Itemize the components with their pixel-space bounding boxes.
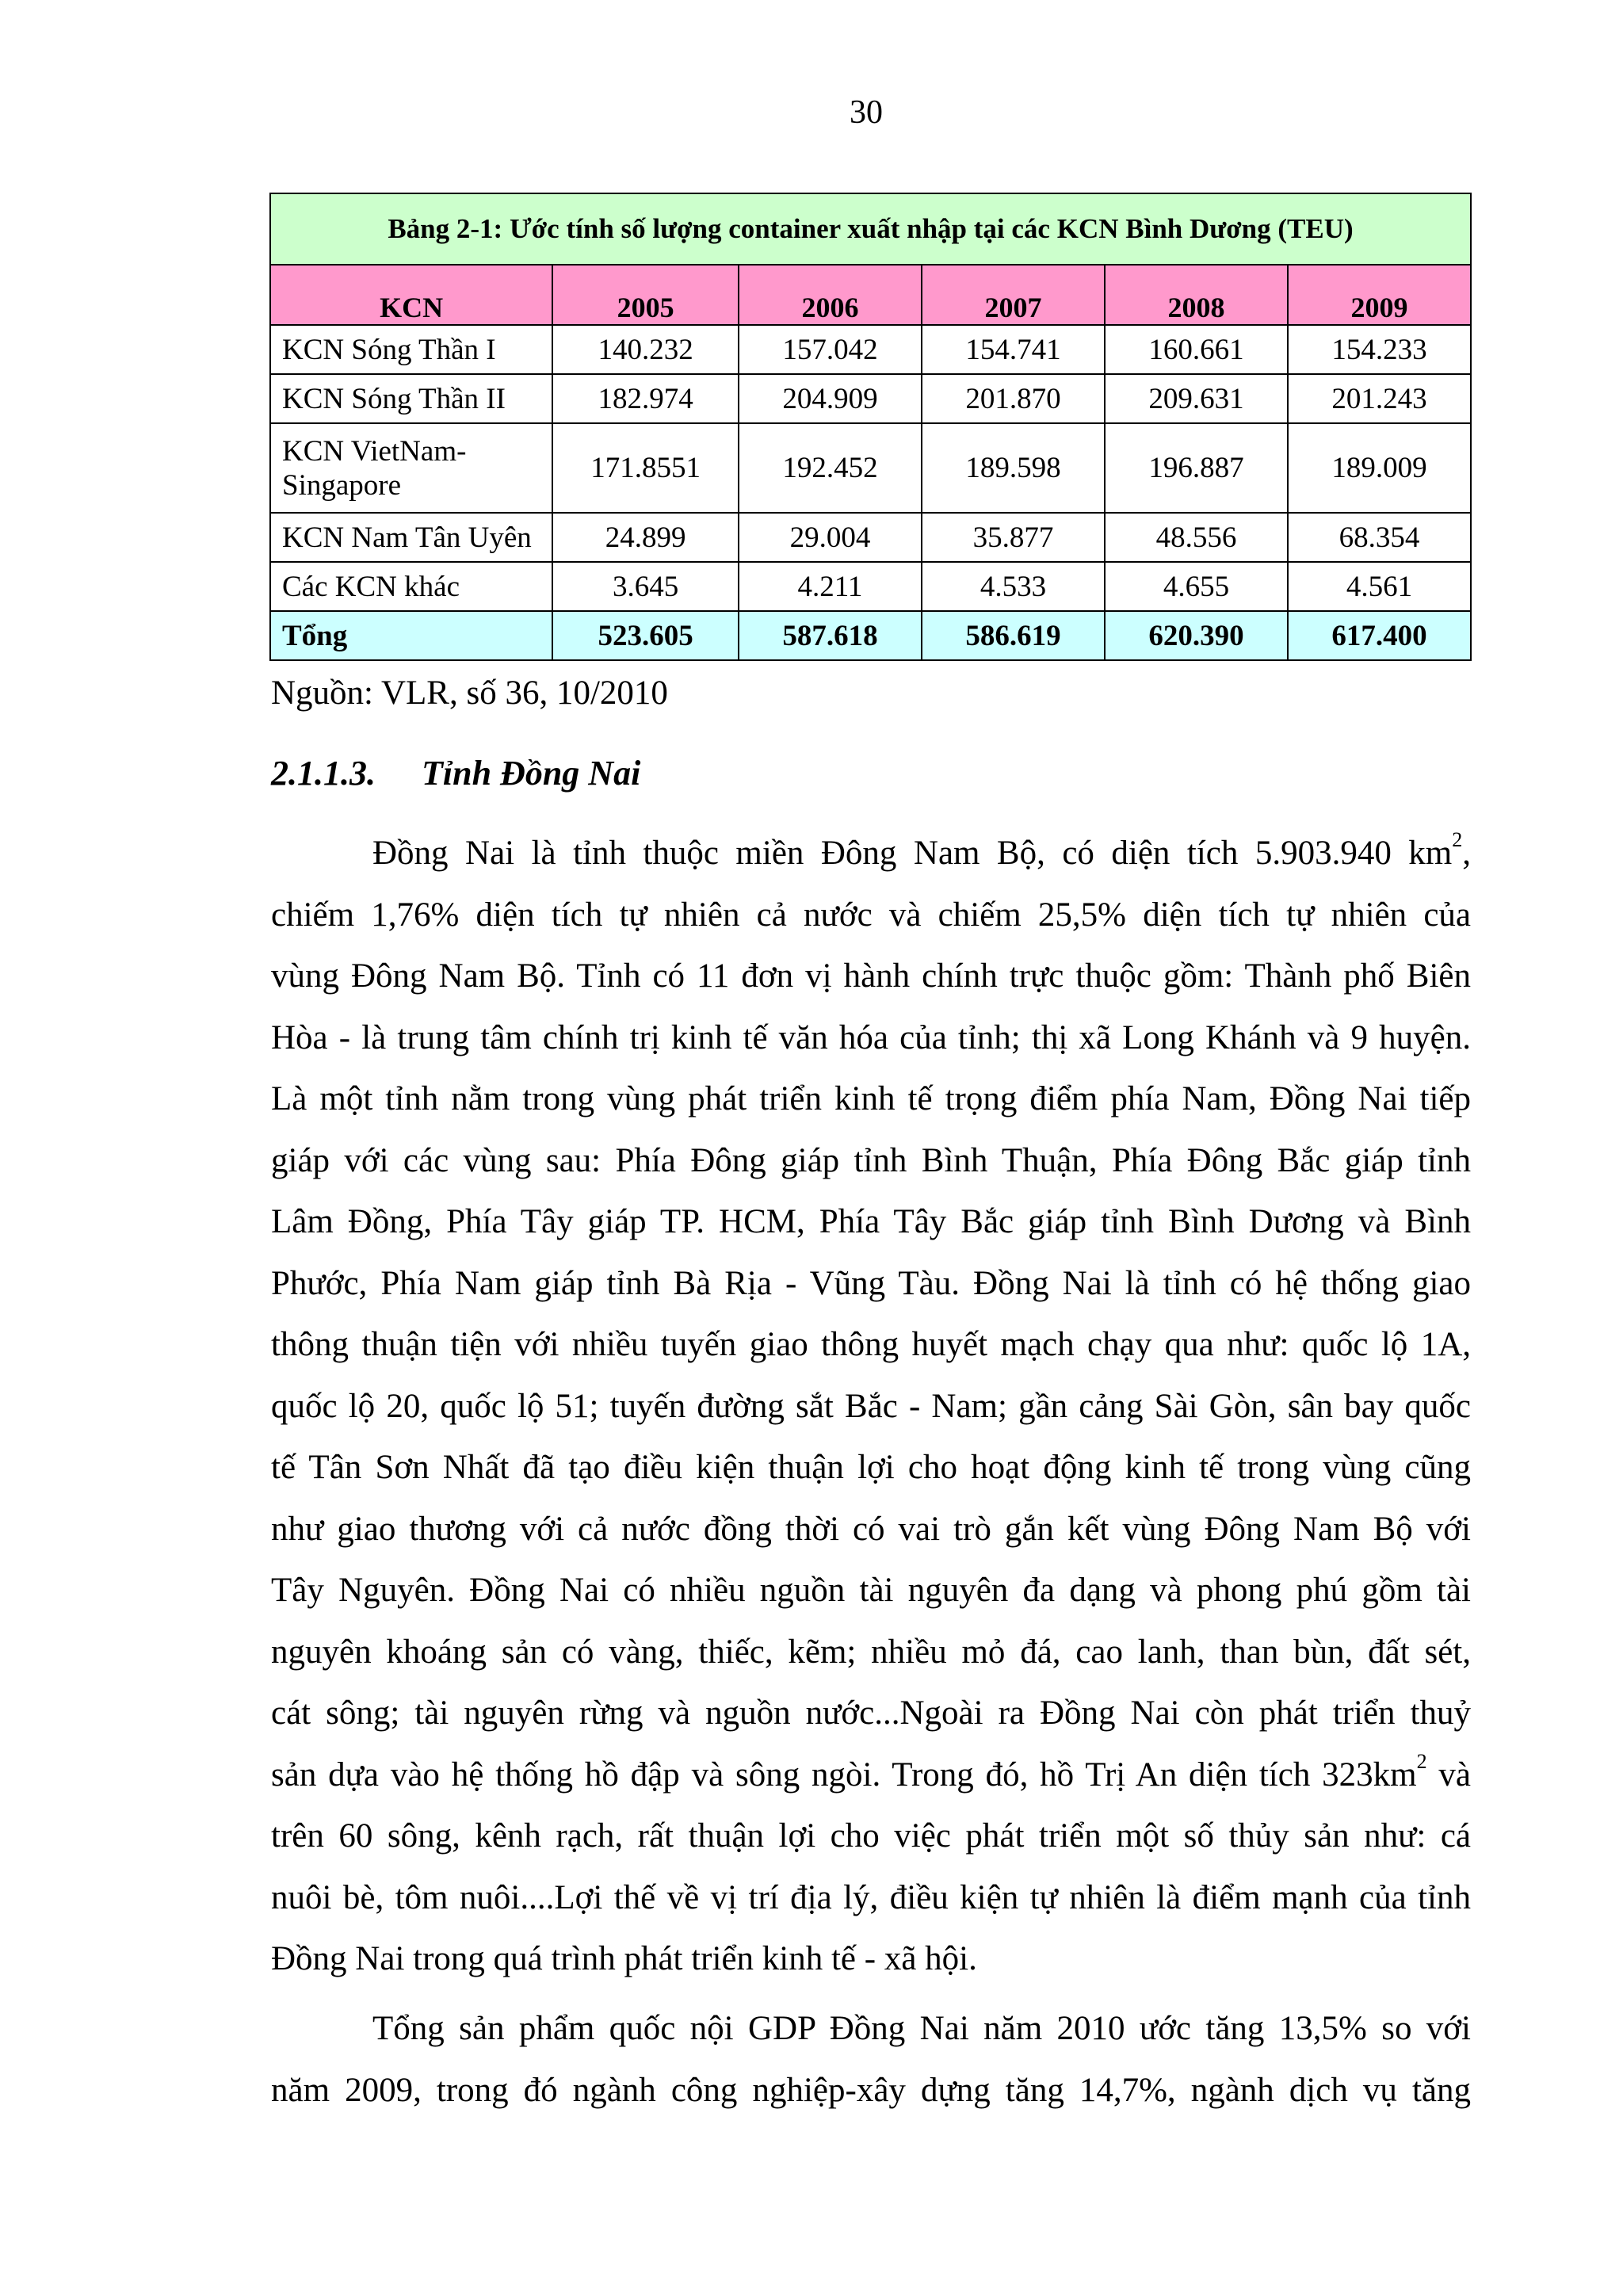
table-row xyxy=(270,562,1471,611)
row-name: KCN Sóng Thần I xyxy=(270,325,552,374)
paragraph-line: trên 60 sông, kênh rạch, rất thuận lợi cho việc phát triển một số thủy sản như: cá xyxy=(271,1817,1471,1855)
header-2005: 2005 xyxy=(552,265,739,325)
paragraph-line: như giao thương với cả nước đồng thời có vai trò gắn kết vùng Đông Nam Bộ với xyxy=(271,1510,1471,1548)
header-2006: 2006 xyxy=(739,265,922,325)
paragraph-line: Đồng Nai trong quá trình phát triển kinh tế - xã hội. xyxy=(271,1940,977,1977)
section-title: Tỉnh Đồng Nai xyxy=(422,754,641,793)
table-caption-row xyxy=(270,193,1471,265)
cell-value: 140.232 xyxy=(552,325,739,374)
cell-value: 201.243 xyxy=(1288,374,1471,423)
cell-value: 4.655 xyxy=(1105,562,1288,611)
row-name-line: KCN VietNam- xyxy=(282,434,467,468)
paragraph-line: chiếm 1,76% diện tích tự nhiên cả nước và chiếm 25,5% diện tích tự nhiên của xyxy=(271,896,1471,934)
cell-value: 35.877 xyxy=(922,513,1105,562)
table-source: Nguồn: VLR, số 36, 10/2010 xyxy=(271,674,668,712)
paragraph-line: Phước, Phía Nam giáp tỉnh Bà Rịa - Vũng Tàu. Đồng Nai là tỉnh có hệ thống giao xyxy=(271,1264,1471,1302)
superscript: 2 xyxy=(1416,1749,1427,1773)
paragraph-line: giáp với các vùng sau: Phía Đông giáp tỉnh Bình Thuận, Phía Đông Bắc giáp tỉnh xyxy=(271,1141,1471,1179)
total-value: 587.618 xyxy=(739,611,922,660)
paragraph-line: Tây Nguyên. Đồng Nai có nhiều nguồn tài nguyên đa dạng và phong phú gồm tài xyxy=(271,1572,1471,1609)
total-value: 586.619 xyxy=(922,611,1105,660)
cell-value: 157.042 xyxy=(739,325,922,374)
section-heading xyxy=(271,753,640,793)
cell-value: 160.661 xyxy=(1105,325,1288,374)
paragraph-line: Lâm Đồng, Phía Tây giáp TP. HCM, Phía Tây Bắc giáp tỉnh Bình Dương và Bình xyxy=(271,1203,1471,1240)
table-row xyxy=(270,325,1471,374)
cell-value: 189.598 xyxy=(922,423,1105,513)
cell-value: 48.556 xyxy=(1105,513,1288,562)
table-row xyxy=(270,374,1471,423)
section-number: 2.1.1.3. xyxy=(271,754,376,793)
cell-value: 4.561 xyxy=(1288,562,1471,611)
header-2007: 2007 xyxy=(922,265,1105,325)
header-2009: 2009 xyxy=(1288,265,1471,325)
cell-value: 4.211 xyxy=(739,562,922,611)
cell-value: 182.974 xyxy=(552,374,739,423)
paragraph-line: tế Tân Sơn Nhất đã tạo điều kiện thuận lợi cho hoạt động kinh tế trong vùng cũng xyxy=(271,1449,1471,1486)
cell-value: 204.909 xyxy=(739,374,922,423)
paragraph-line: sản dựa vào hệ thống hồ đập và sông ngòi. Trong đó, hồ Trị An diện tích $323km^2$ và xyxy=(271,1749,1472,1794)
cell-value: 201.870 xyxy=(922,374,1105,423)
cell-value: 4.533 xyxy=(922,562,1105,611)
page-number: 30 xyxy=(850,94,883,131)
cell-value: 29.004 xyxy=(739,513,922,562)
cell-value: 196.887 xyxy=(1105,423,1288,513)
paragraph-line: cát sông; tài nguyên rừng và nguồn nước...Ngoài ra Đồng Nai còn phát triển thuỷ xyxy=(271,1694,1471,1732)
cell-value: 189.009 xyxy=(1288,423,1471,513)
row-name: KCN Nam Tân Uyên xyxy=(270,513,552,562)
header-2008: 2008 xyxy=(1105,265,1288,325)
paragraph-line: năm 2009, trong đó ngành công nghiệp-xây dựng tăng 14,7%, ngành dịch vụ tăng xyxy=(271,2071,1471,2109)
paragraph-line: Đồng Nai là tỉnh thuộc miền Đông Nam Bộ, có diện tích 5.903.940 $km^2$, xyxy=(372,828,1471,872)
total-label: Tổng xyxy=(270,611,552,660)
total-value: 617.400 xyxy=(1288,611,1471,660)
cell-value: 154.233 xyxy=(1288,325,1471,374)
paragraph-1 xyxy=(271,823,1471,1990)
table-header-row xyxy=(270,265,1471,325)
paragraph-line: Tổng sản phẩm quốc nội GDP Đồng Nai năm 2010 ước tăng 13,5% so với xyxy=(372,2010,1471,2047)
table-row xyxy=(270,423,1471,513)
cell-value: 3.645 xyxy=(552,562,739,611)
table-caption: Bảng 2-1: Ước tính số lượng container xuất nhập tại các KCN Bình Dương (TEU) xyxy=(270,193,1471,265)
row-name xyxy=(270,423,552,513)
container-table xyxy=(269,193,1472,661)
total-value: 620.390 xyxy=(1105,611,1288,660)
paragraph-line: vùng Đông Nam Bộ. Tỉnh có 11 đơn vị hành chính trực thuộc gồm: Thành phố Biên xyxy=(271,957,1471,995)
row-name-line: Singapore xyxy=(282,468,402,502)
cell-value: 209.631 xyxy=(1105,374,1288,423)
table-row xyxy=(270,513,1471,562)
cell-value: 68.354 xyxy=(1288,513,1471,562)
paragraph-line: quốc lộ 20, quốc lộ 51; tuyến đường sắt Bắc - Nam; gần cảng Sài Gòn, sân bay quốc xyxy=(271,1387,1471,1425)
superscript: 2 xyxy=(1452,828,1463,851)
paragraph-2 xyxy=(271,1998,1471,2121)
paragraph-line: Hòa - là trung tâm chính trị kinh tế văn hóa của tỉnh; thị xã Long Khánh và 9 huyện. xyxy=(271,1018,1471,1056)
row-name: KCN Sóng Thần II xyxy=(270,374,552,423)
paragraph-line: nuôi bè, tôm nuôi....Lợi thế về vị trí địa lý, điều kiện tự nhiên là điểm mạnh của tỉnh xyxy=(271,1878,1471,1916)
paragraph-line: Là một tỉnh nằm trong vùng phát triển kinh tế trọng điểm phía Nam, Đồng Nai tiếp xyxy=(271,1080,1471,1117)
paragraph-line: thông thuận tiện với nhiều tuyến giao thông huyết mạch chạy qua như: quốc lộ 1A, xyxy=(271,1326,1471,1363)
total-value: 523.605 xyxy=(552,611,739,660)
paragraph-line: nguyên khoáng sản có vàng, thiếc, kẽm; nhiều mỏ đá, cao lanh, than bùn, đất sét, xyxy=(271,1633,1471,1671)
cell-value: 24.899 xyxy=(552,513,739,562)
cell-value: 154.741 xyxy=(922,325,1105,374)
row-name: Các KCN khác xyxy=(270,562,552,611)
header-kcn: KCN xyxy=(270,265,552,325)
cell-value: 171.8551 xyxy=(552,423,739,513)
table-total-row xyxy=(270,611,1471,660)
cell-value: 192.452 xyxy=(739,423,922,513)
